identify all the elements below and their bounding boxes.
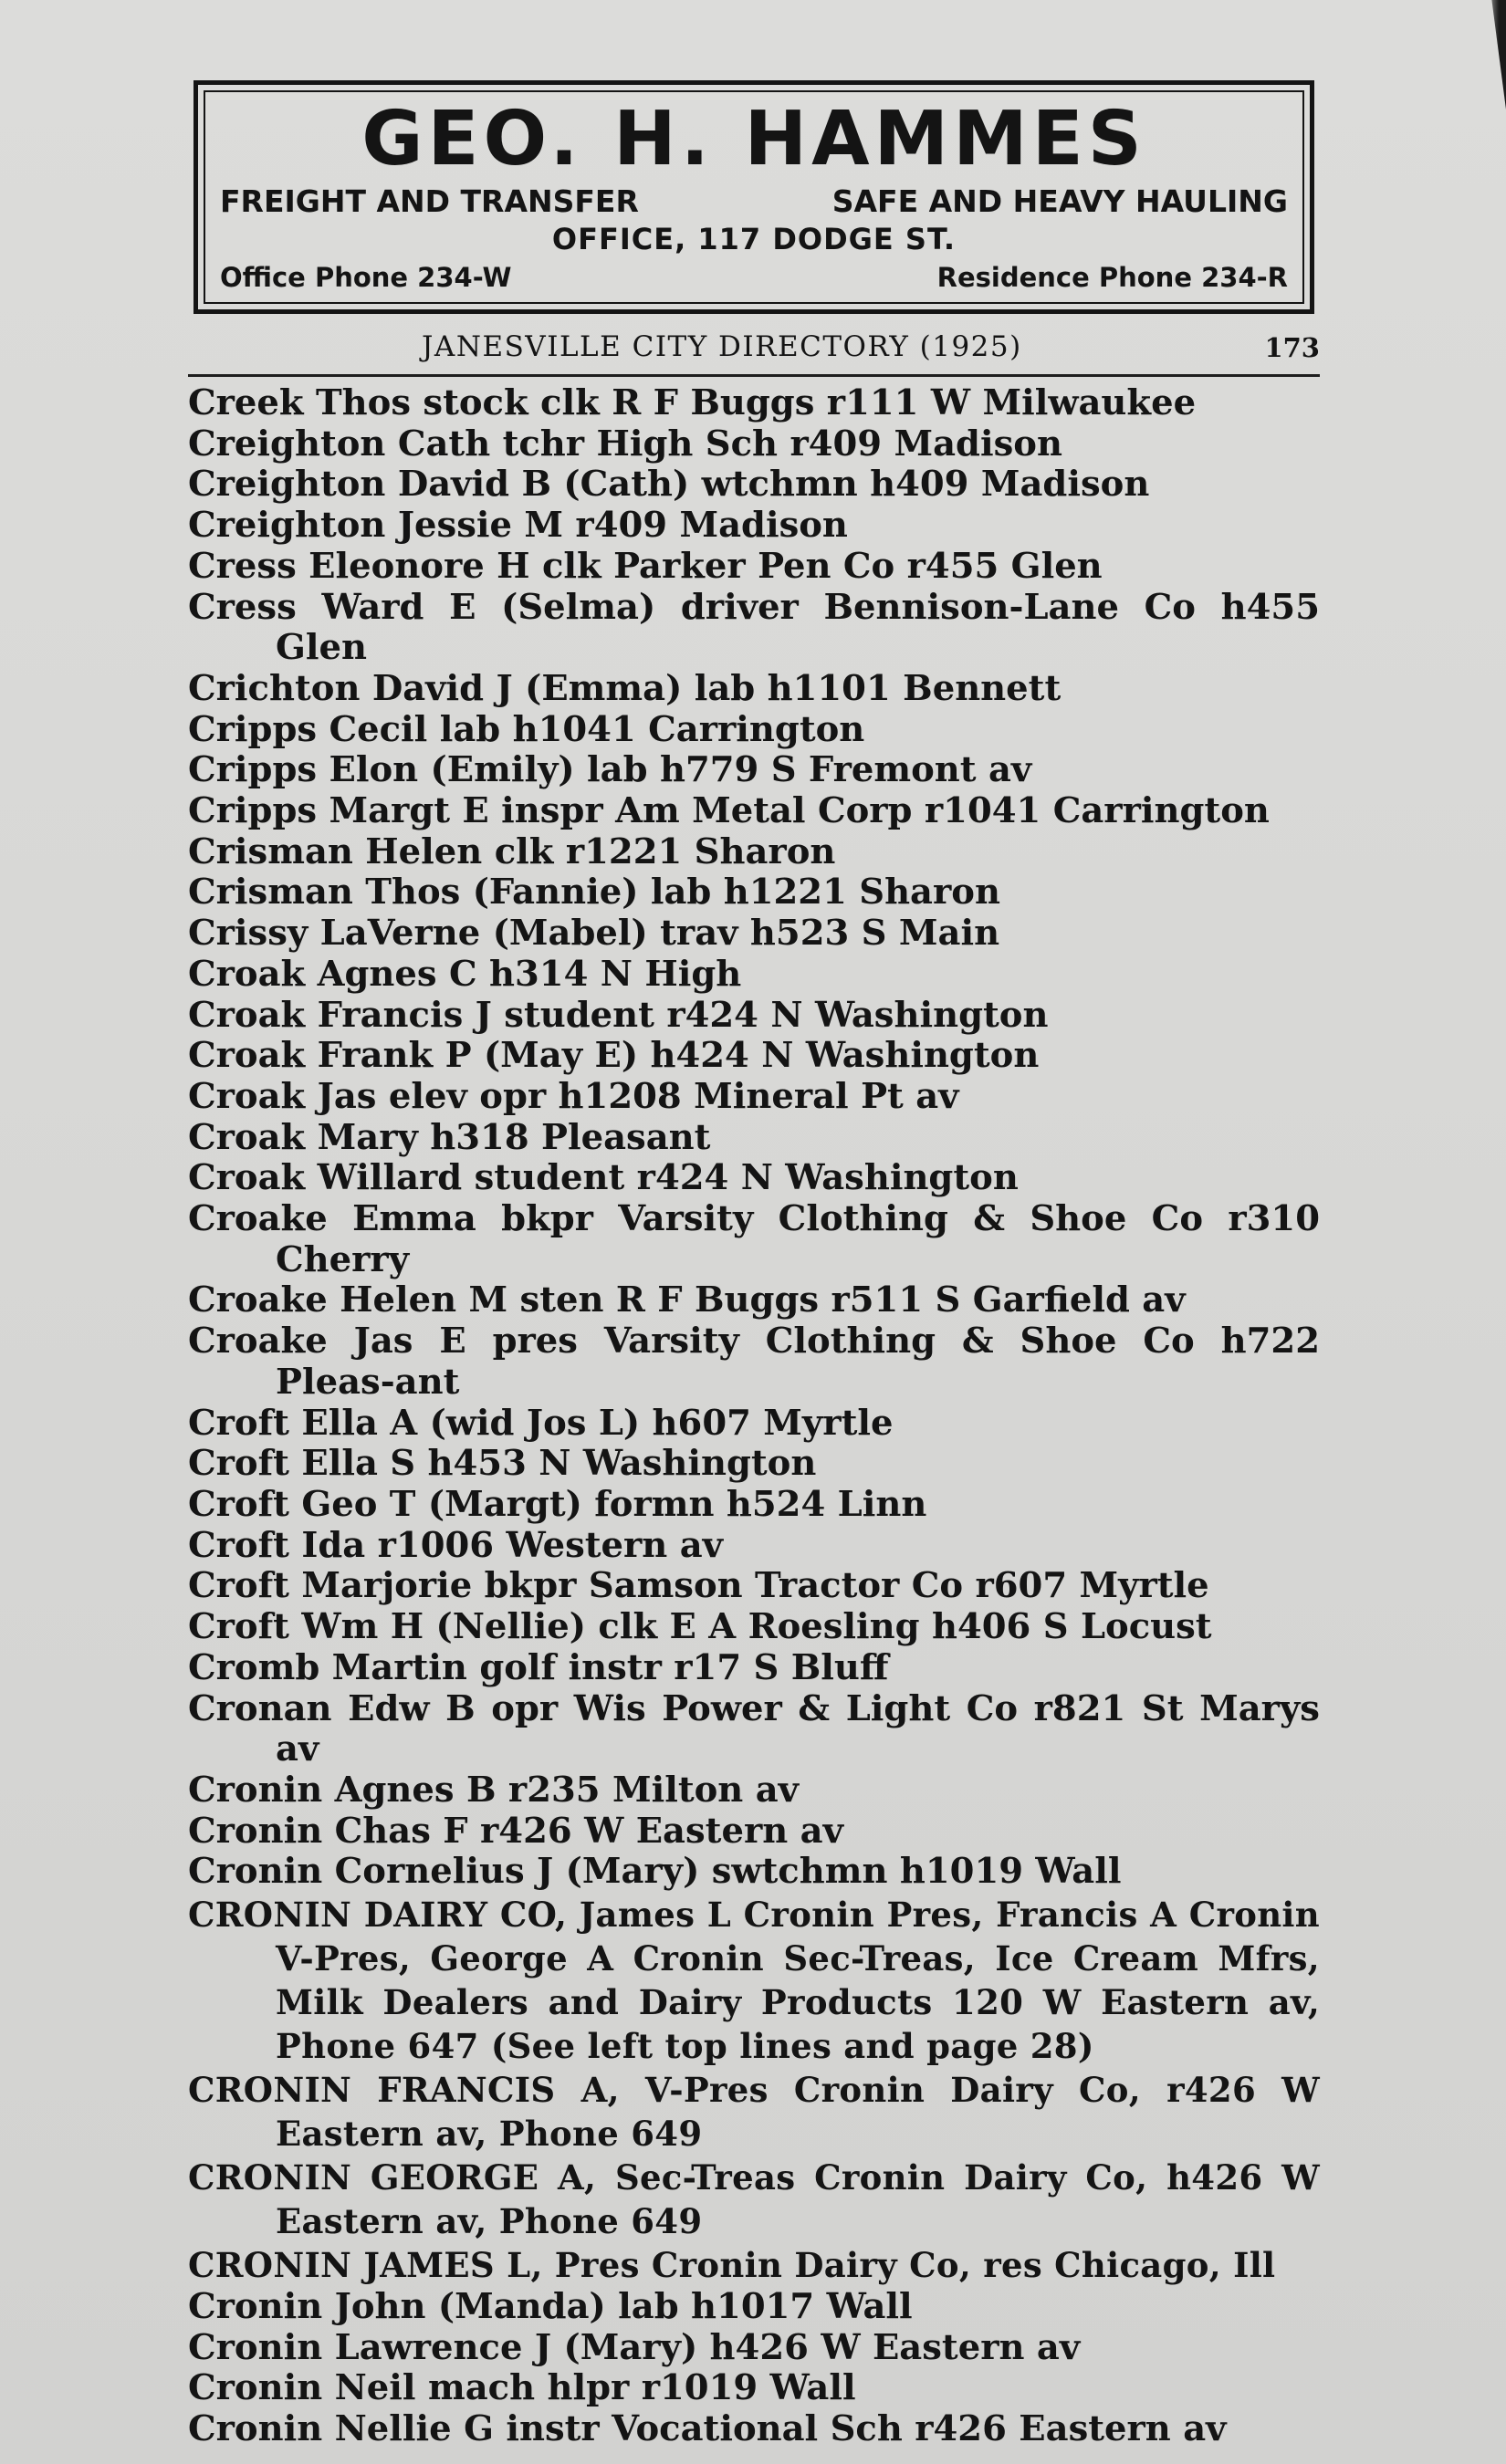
directory-entry: Creighton Jessie M r409 Madison [188, 505, 848, 547]
directory-entry: Cress Eleonore H clk Parker Pen Co r455 Glen [188, 545, 1103, 587]
business-listing: CRONIN DAIRY CO, James L Cronin Pres, Francis A Cronin V-Pres, George A Cronin Sec-Treas, Ice Cream Mfrs, Milk Dealers and Dairy Products 120 W Eastern av, Phone 647 (See left top lines and page 28) [188, 1895, 1320, 2067]
directory-entry: Croft Ida r1006 Western av [188, 1524, 724, 1566]
page-edge-shadow [1482, 0, 1506, 110]
ad-title: GEO. H. HAMMES [361, 96, 1146, 183]
directory-entry: Croake Emma bkpr Varsity Clothing & Shoe Co r310 Cherry [188, 1198, 1320, 1280]
directory-entry: Crisman Helen clk r1221 Sharon [188, 830, 836, 872]
directory-entry: Cronin Agnes B r235 Milton av [188, 1769, 800, 1811]
directory-entry: Croft Ella S h453 N Washington [188, 1443, 817, 1485]
running-header [193, 327, 1320, 374]
directory-entry: Croak Agnes C h314 N High [188, 953, 742, 995]
running-title: JANESVILLE CITY DIRECTORY (1925) [422, 330, 1022, 363]
ad-residence-phone: Residence Phone 234-R [936, 262, 1288, 293]
directory-entry: Cronin Neil mach hlpr r1019 Wall [188, 2367, 856, 2409]
directory-entry: Cripps Margt E inspr Am Metal Corp r1041 Carrington [188, 790, 1270, 832]
directory-entry: Croak Frank P (May E) h424 N Washington [188, 1035, 1040, 1077]
directory-entry: Cronan Edw B opr Wis Power & Light Co r821 St Marys av [188, 1687, 1320, 1770]
directory-entry: Croft Ella A (wid Jos L) h607 Myrtle [188, 1402, 894, 1444]
directory-entry: Cronin Cornelius J (Mary) swtchmn h1019 Wall [188, 1851, 1122, 1893]
business-listing: CRONIN FRANCIS A, V-Pres Cronin Dairy Co, r426 W Eastern av, Phone 649 [188, 2070, 1320, 2155]
directory-entry: Creighton David B (Cath) wtchmn h409 Madison [188, 464, 1150, 506]
business-listing: CRONIN GEORGE A, Sec-Treas Cronin Dairy Co, h426 W Eastern av, Phone 649 [188, 2157, 1320, 2242]
directory-entry: Cripps Elon (Emily) lab h779 S Fremont av [188, 749, 1032, 791]
ad-service-left: FREIGHT AND TRANSFER [220, 183, 639, 219]
directory-entry: Croak Jas elev opr h1208 Mineral Pt av [188, 1075, 959, 1117]
directory-entry: Creek Thos stock clk R F Buggs r111 W Milwaukee [188, 382, 1197, 423]
directory-entry: Cripps Cecil lab h1041 Carrington [188, 708, 865, 750]
ad-office: OFFICE, 117 DODGE ST. [551, 222, 957, 256]
directory-entry: Crissy LaVerne (Mabel) trav h523 S Main [188, 913, 1000, 955]
directory-entry: Crichton David J (Emma) lab h1101 Bennett [188, 667, 1062, 709]
ad-service-right: SAFE AND HEAVY HAULING [831, 183, 1288, 219]
directory-entry: Croft Geo T (Margt) formn h524 Linn [188, 1483, 927, 1525]
directory-entry: Crisman Thos (Fannie) lab h1221 Sharon [188, 872, 1000, 914]
directory-entry: Cromb Martin golf instr r17 S Bluff [188, 1646, 889, 1688]
directory-listing [188, 383, 1320, 2450]
directory-entry: Cronin Nellie G instr Vocational Sch r426 Eastern av [188, 2408, 1227, 2450]
directory-entry: Croak Francis J student r424 N Washington [188, 994, 1049, 1036]
directory-entry: Croak Willard student r424 N Washington [188, 1157, 1019, 1199]
directory-entry: Croake Helen M sten R F Buggs r511 S Garfield av [188, 1279, 1186, 1321]
directory-entry: Croake Jas E pres Varsity Clothing & Shoe Co h722 Pleas-ant [188, 1321, 1320, 1403]
directory-entry: Cronin Lawrence J (Mary) h426 W Eastern av [188, 2326, 1081, 2368]
directory-entry: Croak Mary h318 Pleasant [188, 1116, 711, 1158]
directory-entry: Cress Ward E (Selma) driver Bennison-Lane Co h455 Glen [188, 586, 1320, 669]
directory-entry: Creighton Cath tchr High Sch r409 Madison [188, 423, 1062, 465]
ad-office-phone: Office Phone 234-W [220, 262, 512, 293]
directory-entry: Cronin John (Manda) lab h1017 Wall [188, 2286, 913, 2328]
page-number: 173 [1264, 332, 1320, 363]
advertisement-box [193, 80, 1314, 314]
directory-entry: Croft Marjorie bkpr Samson Tractor Co r607 Myrtle [188, 1565, 1209, 1607]
directory-entry: Cronin Chas F r426 W Eastern av [188, 1810, 843, 1852]
header-rule [188, 374, 1320, 377]
directory-entry: Croft Wm H (Nellie) clk E A Roesling h406 S Locust [188, 1606, 1212, 1648]
business-listing: CRONIN JAMES L, Pres Cronin Dairy Co, res Chicago, Ill [188, 2245, 1276, 2286]
